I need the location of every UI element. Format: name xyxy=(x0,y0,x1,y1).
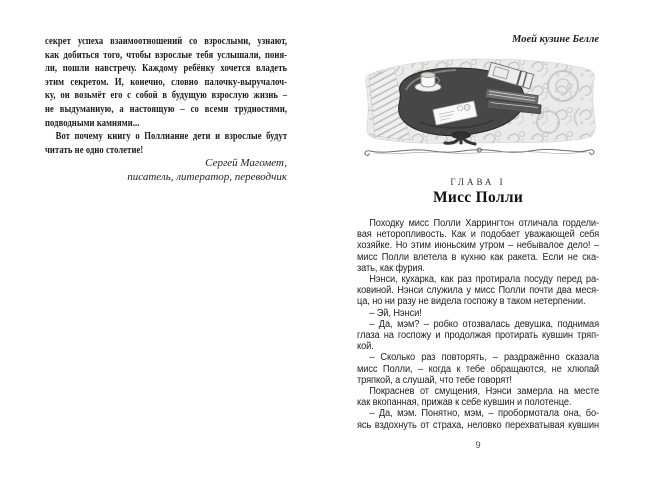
author-signature xyxy=(45,157,287,185)
text-line: Вот почему книгу о Поллианне дети и взрослые будут xyxy=(55,131,288,143)
text-line: глаза на госпожу и продолжая протирать кувшин тряп- xyxy=(357,330,600,342)
text-line: этим секретом. И, конечно, словно палочку-выручалоч- xyxy=(45,76,288,88)
paragraph xyxy=(357,352,599,386)
text-line: не выдуманную, а настоящую – со всеми трудностями, xyxy=(45,103,288,115)
text-line: ковиной. Нэнси служила у мисс Полли почти два меся- xyxy=(357,285,600,297)
text-line: Походку мисс Полли Харрингтон отличала гордели- xyxy=(369,218,600,229)
text-line: ку, он возьмёт его с собой в будущую взрослую жизнь – xyxy=(45,90,288,102)
text-line: Нэнси, кухарка, как раз протирала посуду перед ра- xyxy=(369,274,600,286)
dedication-text: Моей кузине Белле xyxy=(512,34,599,45)
flourish-divider xyxy=(365,148,594,155)
text-line: мисс Полли влетела в кухню как ракета. Если не ска- xyxy=(357,251,600,263)
text-line: – Сколько раз повторять, – раздражённо сказала xyxy=(369,352,600,364)
paragraph xyxy=(357,274,599,308)
text-line: Покраснев от смущения, Нэнси замерла на месте xyxy=(369,386,600,398)
paragraph xyxy=(45,35,287,130)
paragraph xyxy=(357,408,599,430)
text-line: ца, но ни разу не видела госпожу в таком нетерпении. xyxy=(357,296,586,308)
signature-name: Сергей Магомет, xyxy=(205,157,287,169)
left-page-text xyxy=(45,35,287,157)
text-line: кой. xyxy=(357,341,374,353)
signature-title: писатель, литератор, переводчик xyxy=(127,170,287,183)
paragraph xyxy=(357,386,599,408)
text-line: тряпкой, а слушай, что тебе говорят! xyxy=(357,374,512,386)
right-page-text xyxy=(357,218,599,431)
text-line: секрет успеха взаимоотношений со взрослыми, узнают, xyxy=(45,36,288,47)
text-line: как добиться того, чтобы взрослые тебя услышали, поня- xyxy=(45,49,288,61)
page-number: 9 xyxy=(475,440,481,451)
text-line: – Да, мэм? – робко отозвалась девушка, поднимая xyxy=(369,318,600,330)
text-line: вая неторопливость. Как и подобает уважающей себя xyxy=(357,229,600,241)
paragraph xyxy=(357,308,599,319)
text-line: ли, пошли навстречу. Каждому ребёнку хочется владеть xyxy=(45,63,288,75)
text-line: – Да, мэм. Понятно, мэм, – пробормотала она, бо- xyxy=(369,408,600,420)
text-line: – Эй, Нэнси! xyxy=(369,307,422,319)
text-line: мисс Полли, – когда к тебе обращаются, не хлюпай xyxy=(357,363,600,375)
paragraph xyxy=(357,319,599,353)
paragraph xyxy=(357,218,599,274)
chapter-label: ГЛАВА I xyxy=(450,177,506,187)
chapter-title: Мисс Полли xyxy=(432,189,524,206)
text-line: читать не одно столетие! xyxy=(45,144,144,156)
text-line: хозяйке. Но этим июньским утром – небывалое дело! – xyxy=(357,240,600,252)
chapter-illustration xyxy=(360,56,598,158)
text-line: подводными камнями... xyxy=(45,117,140,129)
text-line: ясь вздохнуть от страха, неловко перехватывая кувшин xyxy=(357,419,600,431)
text-line: как вкопанная, прижав к себе кувшин и полотенце. xyxy=(357,397,572,409)
paragraph xyxy=(45,130,287,157)
text-line: зать, как фурия. xyxy=(357,262,425,274)
